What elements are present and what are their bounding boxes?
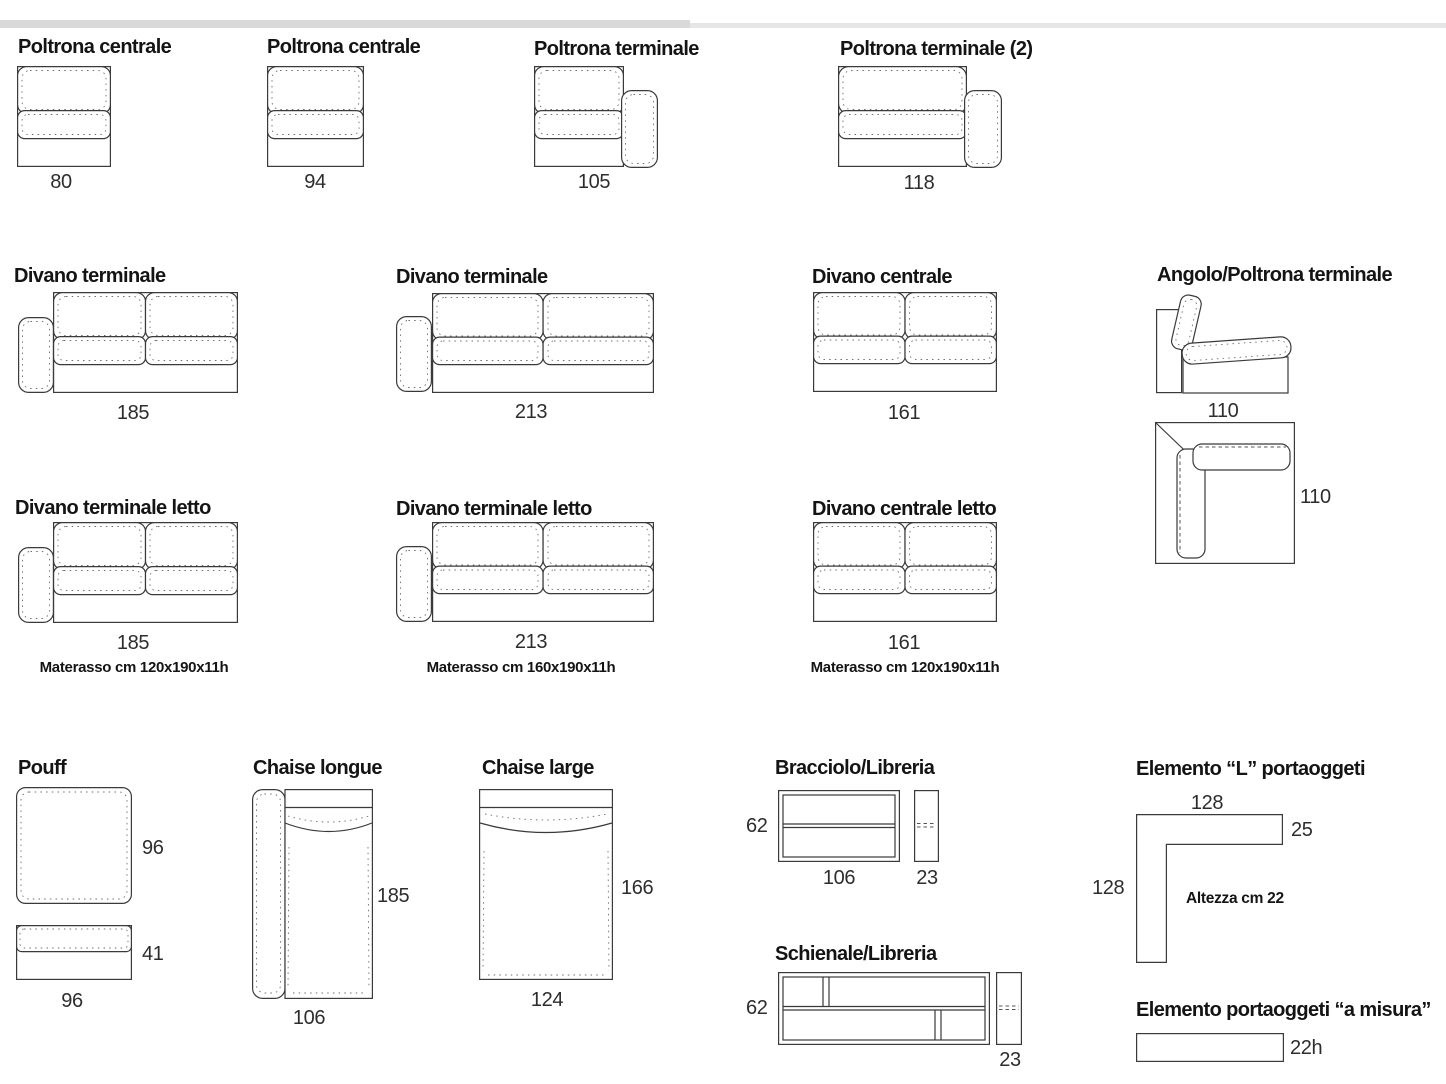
dim-bracciolo-depth-23: 23	[916, 867, 938, 889]
dim-pouff-width-96: 96	[142, 837, 164, 859]
drawing-divano-terminale-185	[53, 292, 238, 393]
top-strip-right	[690, 23, 1446, 28]
dim-schienale-height-62: 62	[746, 997, 768, 1019]
dim-elemento-l-left-128: 128	[1092, 877, 1125, 899]
dim-width-80: 80	[50, 171, 72, 193]
title-poltrona-terminale-105: Poltrona terminale	[534, 38, 699, 60]
title-bracciolo-libreria: Bracciolo/Libreria	[775, 757, 935, 779]
materasso-note-120b: Materasso cm 120x190x11h	[810, 659, 1000, 676]
dim-angolo-width-110: 110	[1207, 400, 1239, 422]
dim-width-94: 94	[304, 171, 326, 193]
dim-chaise-large-124: 124	[530, 989, 564, 1011]
dim-schienale-depth-23: 23	[999, 1049, 1021, 1071]
drawing-schienale-libreria-side	[996, 972, 1022, 1045]
drawing-pouff-top-view	[16, 787, 132, 904]
drawing-divano-terminale-185-armrest	[18, 317, 54, 393]
dim-width-213: 213	[514, 401, 548, 423]
dim-bracciolo-width-106: 106	[822, 867, 856, 889]
dim-pouff-height-41: 41	[142, 943, 164, 965]
dim-chaise-large-166: 166	[621, 877, 654, 899]
dim-elemento-l-top-128: 128	[1190, 792, 1224, 814]
drawing-poltrona-terminale-105	[534, 66, 624, 167]
drawing-pouff-side-view	[16, 925, 132, 980]
title-divano-terminale-letto-185: Divano terminale letto	[15, 497, 211, 519]
drawing-schienale-libreria-front	[778, 972, 990, 1045]
drawing-angolo-top-view	[1155, 422, 1295, 564]
drawing-divano-centrale-letto-161	[813, 522, 997, 622]
drawing-elemento-a-misura	[1136, 1033, 1284, 1062]
drawing-chaise-large	[479, 789, 613, 980]
title-poltrona-centrale-94: Poltrona centrale	[267, 36, 421, 58]
dim-width-161: 161	[887, 402, 921, 424]
title-angolo-poltrona-terminale: Angolo/Poltrona terminale	[1157, 264, 1393, 286]
title-poltrona-terminale-2-118: Poltrona terminale (2)	[840, 38, 1033, 60]
dim-bracciolo-height-62: 62	[746, 815, 768, 837]
drawing-elemento-l	[1136, 814, 1283, 963]
top-strip-left	[0, 20, 690, 28]
title-divano-centrale-161: Divano centrale	[812, 266, 952, 288]
dim-angolo-depth-110: 110	[1300, 486, 1331, 508]
drawing-bracciolo-libreria-front	[778, 790, 900, 862]
dim-width-185: 185	[116, 402, 150, 424]
drawing-poltrona-centrale-94	[267, 66, 364, 167]
title-pouff: Pouff	[18, 757, 67, 779]
title-chaise-longue: Chaise longue	[253, 757, 382, 779]
drawing-poltrona-terminale-105-armrest	[621, 90, 658, 168]
drawing-poltrona-terminale-2-118	[838, 66, 967, 167]
dim-width-letto-213: 213	[514, 631, 548, 653]
elemento-l-altezza-note: Altezza cm 22	[1186, 890, 1284, 907]
dim-elemento-misura-22h: 22h	[1290, 1037, 1323, 1059]
title-elemento-portaoggeti-a-misura: Elemento portaoggeti “a misura”	[1136, 999, 1431, 1021]
drawing-poltrona-terminale-2-118-armrest	[964, 90, 1002, 168]
drawing-angolo-side-view	[1156, 294, 1292, 394]
title-divano-centrale-letto-161: Divano centrale letto	[812, 498, 997, 520]
dim-width-letto-161: 161	[887, 632, 921, 654]
dim-pouff-depth-96: 96	[61, 990, 83, 1012]
dim-chaise-longue-185: 185	[377, 885, 410, 907]
drawing-chaise-longue	[252, 789, 373, 999]
dim-chaise-longue-106: 106	[292, 1007, 326, 1029]
title-divano-terminale-letto-213: Divano terminale letto	[396, 498, 592, 520]
title-schienale-libreria: Schienale/Libreria	[775, 943, 937, 965]
drawing-divano-terminale-letto-185	[53, 522, 238, 623]
drawing-divano-centrale-161	[813, 292, 997, 392]
drawing-poltrona-centrale-80	[17, 66, 111, 167]
dim-elemento-l-right-25: 25	[1291, 819, 1313, 841]
title-divano-terminale-213: Divano terminale	[396, 266, 548, 288]
drawing-divano-terminale-213	[432, 293, 654, 393]
materasso-note-120: Materasso cm 120x190x11h	[39, 659, 229, 676]
drawing-divano-terminale-letto-213	[432, 522, 654, 622]
drawing-bracciolo-libreria-side	[914, 790, 939, 862]
title-chaise-large: Chaise large	[482, 757, 594, 779]
title-elemento-l-portaoggeti: Elemento “L” portaoggeti	[1136, 758, 1365, 780]
dim-width-105: 105	[577, 171, 611, 193]
materasso-note-160: Materasso cm 160x190x11h	[426, 659, 616, 676]
drawing-divano-terminale-letto-213-armrest	[396, 546, 432, 622]
dim-width-118: 118	[903, 172, 935, 194]
title-divano-terminale-185: Divano terminale	[14, 265, 166, 287]
drawing-divano-terminale-letto-185-armrest	[18, 547, 54, 623]
drawing-divano-terminale-213-armrest	[396, 316, 432, 392]
title-poltrona-centrale-80: Poltrona centrale	[18, 36, 172, 58]
dim-width-letto-185: 185	[116, 632, 150, 654]
